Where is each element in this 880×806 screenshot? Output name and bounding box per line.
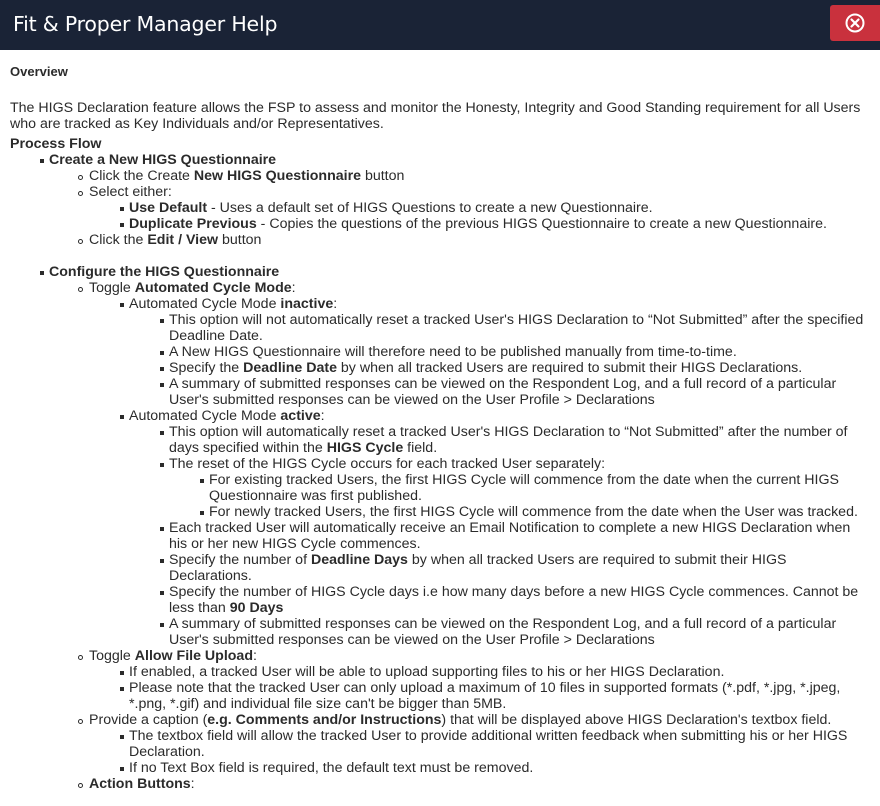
close-button[interactable] bbox=[830, 5, 880, 41]
list-item: For newly tracked Users, the first HIGS Cycle will commence from the date when the User was tracked. bbox=[209, 504, 872, 520]
process-flow-list bbox=[10, 152, 872, 792]
list-item: If no Text Box field is required, the default text must be removed. bbox=[129, 760, 872, 776]
list-item: Click the Create New HIGS Questionnaire button bbox=[89, 168, 872, 184]
list-item bbox=[49, 264, 872, 792]
list-item: Specify the number of Deadline Days by when all tracked Users are required to submit their HIGS Declarations. bbox=[169, 552, 872, 584]
list-item: The textbox field will allow the tracked User to provide additional written feedback when submitting his or her HIGS Declaration. bbox=[129, 728, 872, 760]
list-item: Specify the Deadline Date by when all tracked Users are required to submit their HIGS Declarations. bbox=[169, 360, 872, 376]
list-item: Automated Cycle Mode active: This option will automatically reset a tracked User's HIGS Declaration to “Not Submitted” after the number of days specified within the HIGS Cycle field. The reset of the HIGS Cycle occurs for each tracked User separately: For existing tracked Users, the first HIGS Cycle will commence from the date when the current HIGS Questionnaire was first published. For newly tracked Users, the first HIGS Cycle will commence from the date when the User was tracked. Each tracked User will automatically receive an Email Notification to complete a new HIGS Declaration when his or her new HIGS Cycle commences. Specify the number of Deadline Days by when all tracked Users are required to submit their HIGS Declarations. Specify the number of HIGS Cycle days i.e how many days before a new HIGS Cycle commences. Cannot be less than 90 Days A summary of submitted responses can be viewed on the Respondent Log, and a full record of a particular User's submitted responses can be viewed on the User Profile > Declarations bbox=[129, 408, 872, 648]
overview-intro: The HIGS Declaration feature allows the FSP to assess and monitor the Honesty, Integrity and Good Standing requirement for all Users who are tracked as Key Individuals and/or Representatives. bbox=[10, 100, 861, 132]
list-item: A summary of submitted responses can be viewed on the Respondent Log, and a full record of a particular User's submitted responses can be viewed on the User Profile > Declarations bbox=[169, 376, 872, 408]
list-item: Toggle Allow File Upload: If enabled, a tracked User will be able to upload supporting files to his or her HIGS Declaration. Please note that the tracked User can only upload a maximum of 10 files in supported formats (*.pdf, *.jpg, *.jpeg, *.png, *.gif) and individual file size can't be bigger than 5MB. bbox=[89, 648, 872, 712]
list-item: If enabled, a tracked User will be able to upload supporting files to his or her HIGS Declaration. bbox=[129, 664, 872, 680]
close-circle-icon bbox=[845, 13, 865, 33]
list-item: Duplicate Previous - Copies the questions of the previous HIGS Questionnaire to create a new Questionnaire. bbox=[129, 216, 872, 232]
list-item: Select either: Use Default - Uses a default set of HIGS Questions to create a new Questionnaire. Duplicate Previous - Copies the questions of the previous HIGS Questionnaire to create a new Questionnaire. bbox=[89, 184, 872, 232]
overview-heading: Overview bbox=[10, 64, 68, 79]
list-item: Toggle Automated Cycle Mode: Automated Cycle Mode inactive: This option will not automatically reset a tracked User's HIGS Declaration to “Not Submitted” after the specified Deadline Date. A New HIGS Questionnaire will therefore need to be published manually from time-to-time. Specify the Deadline Date by when all tracked Users are required to submit their HIGS Declarations. A summary of submitted responses can be viewed on the Respondent Log, and a full record of a particular User's submitted responses can be viewed on the User Profile > Declarations Automated Cycle Mode active: This option will automatically reset a tracked User's HIGS Declaration to “Not Submitted” after the number of days specified within the HIGS Cycle field. The reset of the HIGS Cycle occurs for each tracked User separately: For existing tracked Users, the first HIGS Cycle will commence from the date when the current HIGS Questionnaire was first published. For newly tracked Users, the first HIGS Cycle will commence from the date when the User was tracked. Each tracked User will automatically receive an Email Notification to complete a new HIGS Declaration when his or her new HIGS Cycle commences. Specify the number of Deadline Days by when all tracked Users are required to submit their HIGS Declarations. Specify the number of HIGS Cycle days i.e how many days before a new HIGS Cycle commences. Cannot be less than 90 Days A summary of submitted responses can be viewed on the Respondent Log, and a full record of a particular User's submitted responses can be viewed on the User Profile > Declarations bbox=[89, 280, 872, 648]
create-section-title: Create a New HIGS Questionnaire bbox=[49, 152, 277, 168]
list-item: Action Buttons: bbox=[89, 776, 872, 792]
process-flow-heading: Process Flow bbox=[10, 136, 102, 152]
list-item: This option will not automatically reset a tracked User's HIGS Declaration to “Not Submitted” after the specified Deadline Date. bbox=[169, 312, 872, 344]
list-item bbox=[49, 152, 872, 248]
list-item: Automated Cycle Mode inactive: This option will not automatically reset a tracked User's HIGS Declaration to “Not Submitted” after the specified Deadline Date. A New HIGS Questionnaire will therefore need to be published manually from time-to-time. Specify the Deadline Date by when all tracked Users are required to submit their HIGS Declarations. A summary of submitted responses can be viewed on the Respondent Log, and a full record of a particular User's submitted responses can be viewed on the User Profile > Declarations bbox=[129, 296, 872, 408]
list-item: Use Default - Uses a default set of HIGS Questions to create a new Questionnaire. bbox=[129, 200, 872, 216]
configure-section-title: Configure the HIGS Questionnaire bbox=[49, 264, 280, 280]
list-item: A summary of submitted responses can be viewed on the Respondent Log, and a full record of a particular User's submitted responses can be viewed on the User Profile > Declarations bbox=[169, 616, 872, 648]
list-item: A New HIGS Questionnaire will therefore need to be published manually from time-to-time. bbox=[169, 344, 872, 360]
list-item: Each tracked User will automatically receive an Email Notification to complete a new HIGS Declaration when his or her new HIGS Cycle commences. bbox=[169, 520, 872, 552]
list-item: Specify the number of HIGS Cycle days i.e how many days before a new HIGS Cycle commences. Cannot be less than 90 Days bbox=[169, 584, 872, 616]
list-item: The reset of the HIGS Cycle occurs for each tracked User separately: For existing tracked Users, the first HIGS Cycle will commence from the date when the current HIGS Questionnaire was first published. For newly tracked Users, the first HIGS Cycle will commence from the date when the User was tracked. bbox=[169, 456, 872, 520]
dialog-title: Fit & Proper Manager Help bbox=[13, 12, 278, 36]
list-item: Please note that the tracked User can only upload a maximum of 10 files in supported formats (*.pdf, *.jpg, *.jpeg, *.png, *.gif) and individual file size can't be bigger than 5MB. bbox=[129, 680, 872, 712]
list-item: This option will automatically reset a tracked User's HIGS Declaration to “Not Submitted” after the number of days specified within the HIGS Cycle field. bbox=[169, 424, 872, 456]
list-item: For existing tracked Users, the first HIGS Cycle will commence from the date when the current HIGS Questionnaire was first published. bbox=[209, 472, 872, 504]
list-item: Provide a caption (e.g. Comments and/or Instructions) that will be displayed above HIGS Declaration's textbox field. The textbox field will allow the tracked User to provide additional written feedback when submitting his or her HIGS Declaration. If no Text Box field is required, the default text must be removed. bbox=[89, 712, 872, 776]
help-content bbox=[10, 64, 872, 792]
dialog-header bbox=[0, 0, 880, 50]
list-item: Click the Edit / View button bbox=[89, 232, 872, 248]
